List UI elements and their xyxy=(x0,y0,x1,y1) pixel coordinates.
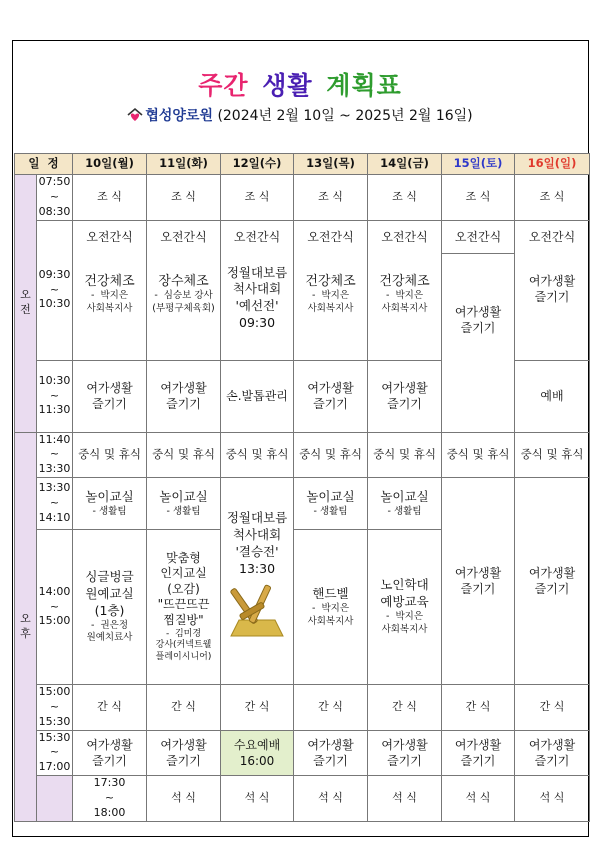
program-note: - 생활팀 xyxy=(92,505,127,517)
cell-snack: 간 식 xyxy=(294,685,368,731)
cell-lunch: 중식 및 휴식 xyxy=(442,432,515,478)
header-schedule-label: 일 정 xyxy=(15,154,73,175)
program-title: 맞춤형 인지교실 (오감) "뜨끈뜨끈 찜질방" xyxy=(157,550,210,627)
program-note: - 박지은 사회복지사 xyxy=(381,290,428,314)
cell-leisure: 여가생활 즐기기 xyxy=(147,730,221,776)
cell-tue-am xyxy=(147,220,221,360)
program-title: 건강체조 xyxy=(84,273,135,289)
program-note: - 권은정 원예치료사 xyxy=(86,619,133,644)
row-play-class xyxy=(15,478,590,530)
cell-fri-am xyxy=(368,220,442,360)
time-1730: 17:30 ~ 18:00 xyxy=(73,776,147,822)
cell-leisure: 여가생활 즐기기 xyxy=(73,730,147,776)
program-title: 건강체조 xyxy=(305,273,356,289)
row-snack xyxy=(15,685,590,731)
cell-thu-am xyxy=(294,220,368,360)
cell-fri-play xyxy=(368,478,442,530)
morning-snack: 오전간식 xyxy=(160,229,207,244)
program-note: - 박지은 사회복지사 xyxy=(307,290,354,314)
cell-breakfast: 조 식 xyxy=(368,175,442,221)
header-day-sun: 16일(일) xyxy=(515,154,590,175)
row-morning-program xyxy=(15,220,590,360)
cell-snack: 간 식 xyxy=(515,685,590,731)
title-word-2: 생활 xyxy=(262,71,313,100)
program-title: 놀이교실 xyxy=(306,488,355,504)
morning-snack: 오전간식 xyxy=(442,221,514,254)
morning-snack: 오전간식 xyxy=(307,229,354,244)
program-title: 노인학대 예방교육 xyxy=(380,577,429,610)
cell-dinner: 석 식 xyxy=(368,776,442,822)
morning-snack: 오전간식 xyxy=(528,229,576,244)
program-note: - 박지은 사회복지사 xyxy=(86,290,133,314)
cell-thu-pm xyxy=(294,530,368,685)
program-title: 놀이교실 xyxy=(159,488,208,504)
time-0750: 07:50 ~ 08:30 xyxy=(37,175,73,221)
cell-breakfast: 조 식 xyxy=(147,175,221,221)
cell-dinner: 석 식 xyxy=(147,776,221,822)
cell-lunch: 중식 및 휴식 xyxy=(147,432,221,478)
cell-mon-am xyxy=(73,220,147,360)
cell-leisure: 여가생활 즐기기 xyxy=(368,360,442,432)
header-day-wed: 12일(수) xyxy=(221,154,294,175)
program-title: 정월대보름 척사대회 '예선전' 09:30 xyxy=(226,264,288,331)
program-title: 싱글벙글 원예교실 (1층) xyxy=(85,568,134,618)
cell-sat-pm-leisure: 여가생활 즐기기 xyxy=(442,478,515,685)
cell-mon-play xyxy=(73,478,147,530)
time-1030: 10:30 ~ 11:30 xyxy=(37,360,73,432)
cell-leisure: 여가생활 즐기기 xyxy=(442,730,515,776)
row-breakfast xyxy=(15,175,590,221)
program-note: - 박지은 사회복지사 xyxy=(307,602,354,627)
program-title: 장수체조 xyxy=(158,273,209,289)
cell-snack: 간 식 xyxy=(73,685,147,731)
program-note: - 생활팀 xyxy=(166,505,201,517)
cell-tue-pm xyxy=(147,530,221,685)
cell-worship: 예배 xyxy=(515,360,590,432)
house-heart-icon xyxy=(127,107,143,123)
cell-leisure: 여가생활 즐기기 xyxy=(368,730,442,776)
cell-dinner: 석 식 xyxy=(294,776,368,822)
cell-snack: 간 식 xyxy=(147,685,221,731)
cell-breakfast: 조 식 xyxy=(294,175,368,221)
cell-tue-play xyxy=(147,478,221,530)
program-note: - 생활팀 xyxy=(387,505,422,517)
cell-leisure: 여가생활 즐기기 xyxy=(294,730,368,776)
row-lunch xyxy=(15,432,590,478)
cell-breakfast: 조 식 xyxy=(221,175,294,221)
page-title xyxy=(0,66,600,102)
cell-dinner: 석 식 xyxy=(221,776,294,822)
cell-snack: 간 식 xyxy=(221,685,294,731)
cell-breakfast: 조 식 xyxy=(73,175,147,221)
cell-wednesday-worship: 수요예배 16:00 xyxy=(221,730,294,776)
header-row xyxy=(15,154,590,175)
header-day-fri: 14일(금) xyxy=(368,154,442,175)
cell-mon-pm xyxy=(73,530,147,685)
time-0930: 09:30 ~ 10:30 xyxy=(37,220,73,360)
header-day-tue: 11일(화) xyxy=(147,154,221,175)
date-range: (2024년 2월 10일 ~ 2025년 2월 16일) xyxy=(217,108,473,124)
weekly-schedule-table xyxy=(14,153,590,822)
cell-breakfast: 조 식 xyxy=(442,175,515,221)
program-note: - 박지은 사회복지사 xyxy=(381,611,428,635)
cell-sun-am xyxy=(515,220,590,360)
cell-lunch: 중식 및 휴식 xyxy=(221,432,294,478)
cell-snack: 간 식 xyxy=(442,685,515,731)
title-word-3: 계획표 xyxy=(326,71,402,100)
cell-lunch: 중식 및 휴식 xyxy=(515,432,590,478)
cell-leisure: 여가생활 즐기기 xyxy=(515,730,590,776)
header-day-sat: 15일(토) xyxy=(442,154,515,175)
header-day-thu: 13일(목) xyxy=(294,154,368,175)
cell-breakfast: 조 식 xyxy=(515,175,590,221)
period-pm: 오 후 xyxy=(15,432,37,821)
time-1500: 15:00 ~ 15:30 xyxy=(37,685,73,731)
program-note: - 생활팀 xyxy=(313,505,348,517)
period-evening-spacer xyxy=(37,776,73,822)
header-day-mon: 10일(월) xyxy=(73,154,147,175)
program-title: 놀이교실 xyxy=(85,488,134,504)
row-evening-leisure xyxy=(15,730,590,776)
cell-leisure: 여가생활 즐기기 xyxy=(294,360,368,432)
program-note: - 김미경 강사(커넥트웰 플레이시니어) xyxy=(155,628,212,662)
subtitle xyxy=(0,105,600,125)
cell-dinner: 석 식 xyxy=(442,776,515,822)
leisure-text: 여가생활 즐기기 xyxy=(528,273,576,304)
cell-wed-am xyxy=(221,220,294,360)
cell-lunch: 중식 및 휴식 xyxy=(73,432,147,478)
time-1330: 13:30 ~ 14:10 xyxy=(37,478,73,530)
time-1400: 14:00 ~ 15:00 xyxy=(37,530,73,685)
morning-snack: 오전간식 xyxy=(381,229,428,244)
morning-snack: 오전간식 xyxy=(233,229,281,244)
cell-leisure: 여가생활 즐기기 xyxy=(147,360,221,432)
morning-snack: 오전간식 xyxy=(86,229,133,244)
cell-sat-am xyxy=(442,220,515,432)
yut-sticks-icon xyxy=(227,580,287,638)
title-word-1: 주간 xyxy=(198,71,249,100)
program-title: 건강체조 xyxy=(379,273,430,289)
cell-wed-pm xyxy=(221,478,294,685)
time-1530: 15:30 ~ 17:00 xyxy=(37,730,73,776)
cell-thu-play xyxy=(294,478,368,530)
leisure-text: 여가생활 즐기기 xyxy=(454,304,502,335)
program-title: 정월대보름 척사대회 '결승전' 13:30 xyxy=(226,510,288,576)
program-title: 핸드벨 xyxy=(312,585,349,601)
cell-sun-pm-leisure: 여가생활 즐기기 xyxy=(515,478,590,685)
cell-lunch: 중식 및 휴식 xyxy=(294,432,368,478)
cell-nail-care: 손.발톱관리 xyxy=(221,360,294,432)
cell-dinner: 석 식 xyxy=(515,776,590,822)
cell-lunch: 중식 및 휴식 xyxy=(368,432,442,478)
org-name: 협성양로원 xyxy=(145,108,213,124)
row-dinner xyxy=(15,776,590,822)
cell-leisure: 여가생활 즐기기 xyxy=(73,360,147,432)
period-am: 오 전 xyxy=(15,175,37,433)
cell-fri-pm xyxy=(368,530,442,685)
program-note: - 심승보 강사 (부평구체육회) xyxy=(152,290,215,314)
time-1140: 11:40 ~ 13:30 xyxy=(37,432,73,478)
program-title: 놀이교실 xyxy=(380,488,429,504)
cell-snack: 간 식 xyxy=(368,685,442,731)
